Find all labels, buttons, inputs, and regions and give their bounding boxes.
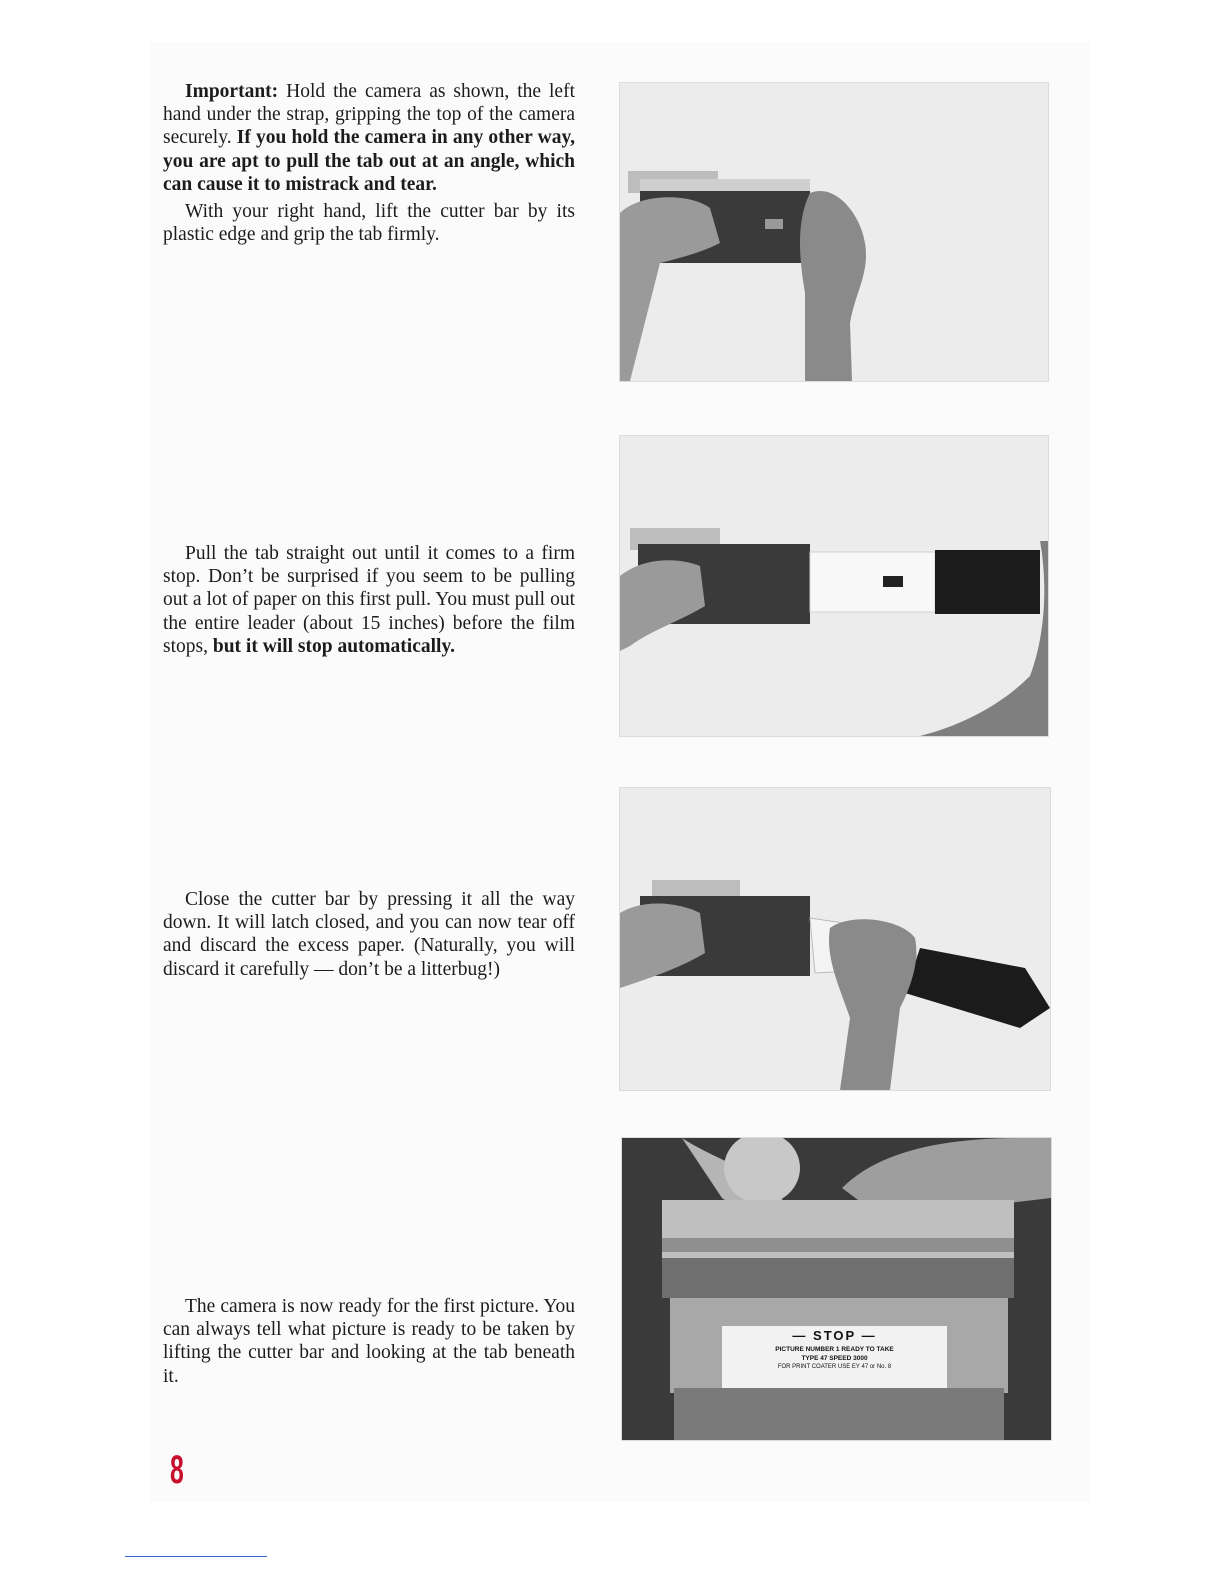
camera-ready-paragraph: The camera is now ready for the first picture. You can always tell what picture is ready to be taken by lifting the cutter bar and looking at the tab beneath it. bbox=[163, 1296, 575, 1387]
photo-tearing-paper bbox=[619, 787, 1051, 1091]
page-number: 8 bbox=[170, 1448, 185, 1492]
close-cutter-paragraph: Close the cutter bar by pressing it all the way down. It will latch closed, and you can now tear off and discard the excess paper. (Naturally, you will discard it carefully — don’t be a litterbug!) bbox=[163, 889, 575, 980]
holding-camera-illustration bbox=[620, 83, 1048, 381]
paragraph-important bbox=[163, 80, 575, 246]
photo-tab-stop bbox=[621, 1137, 1052, 1441]
pull-tab-bold: but it will stop automatically. bbox=[212, 635, 456, 657]
pull-tab-paragraph bbox=[163, 542, 575, 658]
footer-rule bbox=[125, 1556, 267, 1557]
important-label: Important: bbox=[185, 81, 279, 102]
tab-label bbox=[722, 1328, 947, 1372]
important-text: Hold the camera as shown, the left hand under the strap, gripping the top of the camera securely. bbox=[163, 81, 575, 149]
important-paragraph bbox=[163, 80, 575, 196]
tab-stop-text: — STOP — bbox=[792, 1328, 877, 1343]
lift-cutter-paragraph: With your right hand, lift the cutter bar by its plastic edge and grip the tab firmly. bbox=[163, 201, 575, 246]
important-warning: If you hold the camera in any other way, you are apt to pull the tab out at an angle, which can cause it to mistrack and tear. bbox=[163, 127, 575, 195]
pulling-tab-illustration bbox=[620, 436, 1048, 736]
photo-pulling-tab bbox=[619, 435, 1049, 737]
tab-line-2: TYPE 47 SPEED 3000 bbox=[801, 1355, 868, 1362]
tab-stop-illustration bbox=[622, 1138, 1051, 1440]
photo-holding-camera bbox=[619, 82, 1049, 382]
tearing-paper-illustration bbox=[620, 788, 1050, 1090]
pull-tab-text: Pull the tab straight out until it comes to a firm stop. Don’t be surprised if you seem to be pulling out a lot of paper on this first pull. You must pull out the entire leader (about 15 inches) before the film stops, bbox=[163, 543, 575, 657]
tab-line-1: PICTURE NUMBER 1 READY TO TAKE bbox=[775, 1346, 894, 1353]
tab-line-3: FOR PRINT COATER USE EY 47 or No. 8 bbox=[777, 1364, 892, 1370]
